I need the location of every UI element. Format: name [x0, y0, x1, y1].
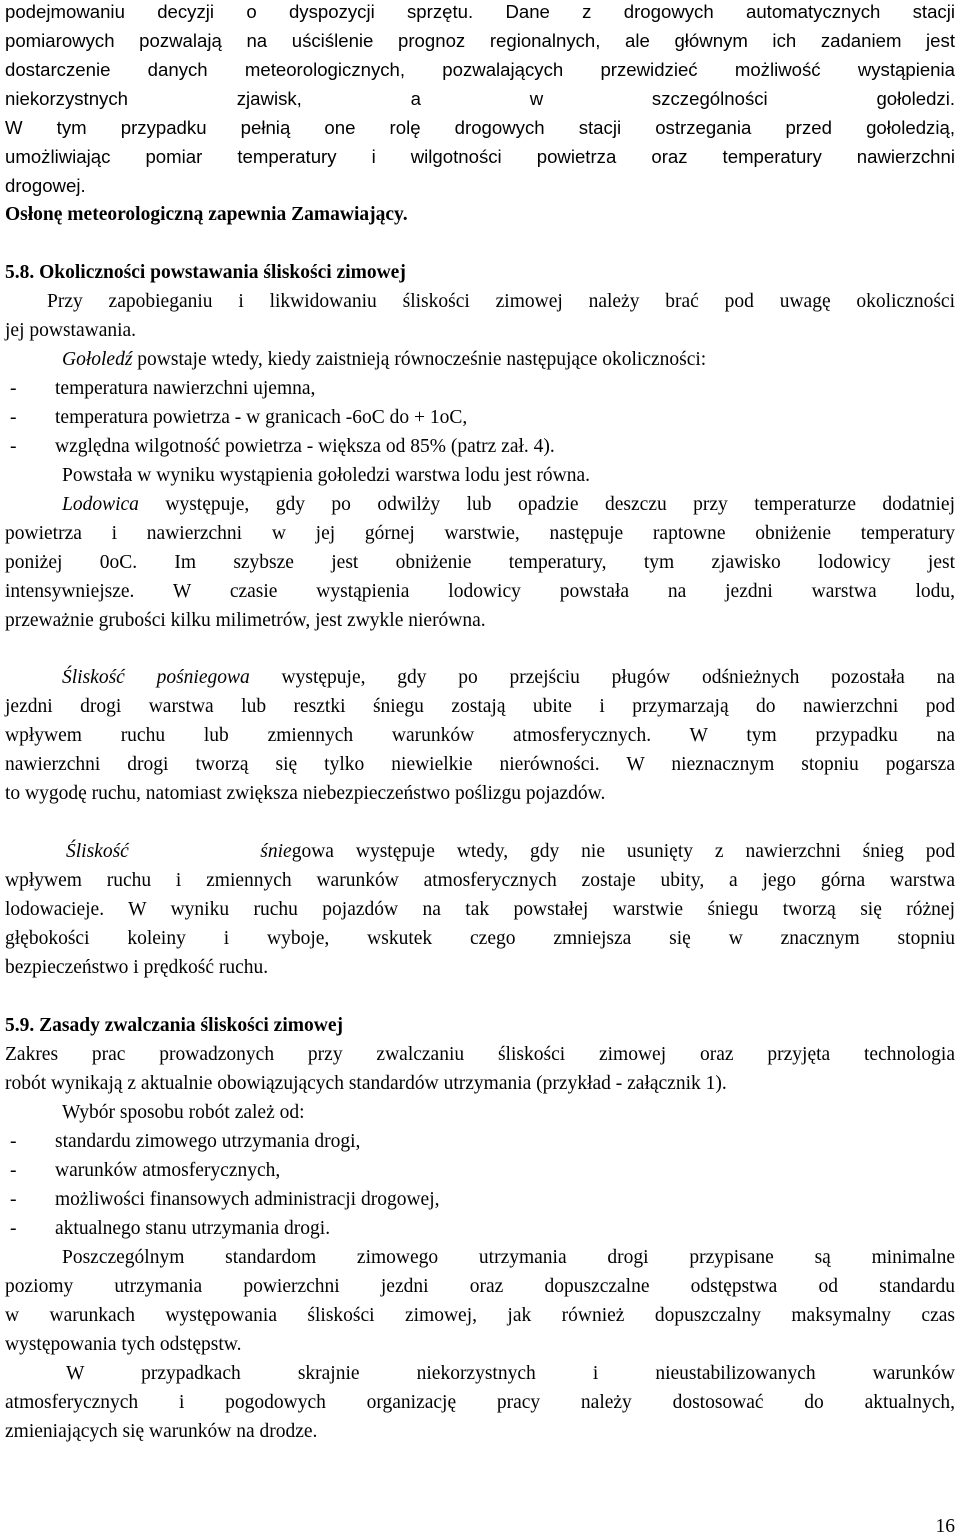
text-fragment: umożliwiając pomiar temperatury i wilgotności powietrza oraz temperatury nawierzchni [5, 146, 955, 167]
text-fragment: dostarczenie danych meteorologicznych, pozwalających przewidzieć możliwość wystąpienia [5, 59, 955, 80]
text-line [5, 724, 955, 748]
term-gololedz: Gołoledź [62, 349, 133, 370]
text-fragment: Poszczególnym standardom zimowego utrzymania drogi przypisane są minimalne [62, 1247, 955, 1268]
text-fragment: 5.8. Okoliczności powstawania śliskości zimowej [5, 262, 406, 283]
text-fragment: poniżej 0oC. Im szybsze jest obniżenie temperatury, tym zjawisko lodowicy jest [5, 552, 955, 573]
text-fragment: Powstała w wyniku wystąpienia gołoledzi warstwa lodu jest równa. [62, 465, 591, 486]
list-dash: - [10, 1160, 17, 1181]
text-fragment: robót wynikają z aktualnie obowiązujących standardów utrzymania (przykład - załącznik 1). [5, 1073, 727, 1094]
text-line [62, 493, 955, 517]
text-line [62, 348, 955, 372]
section-heading-5-9 [5, 1014, 955, 1038]
text-fragment: W tym przypadku pełnią one rolę drogowych stacji ostrzegania przed gołoledzią, [5, 117, 955, 138]
text-line [5, 116, 955, 140]
text-line [5, 522, 955, 546]
text-line [62, 1101, 955, 1125]
page-number: 16 [935, 1516, 955, 1537]
text-fragment: poziomy utrzymania powierzchni jezdni oraz dopuszczalne odstępstwa od standardu [5, 1276, 955, 1297]
term-sliskosc: Śliskość [66, 841, 129, 862]
text-line [5, 0, 955, 24]
text-line [5, 174, 955, 198]
text-line [5, 580, 955, 604]
text-fragment: Przy zapobieganiu i likwidowaniu śliskości zimowej należy brać pod uwagę okoliczności [47, 291, 955, 312]
list-dash: - [10, 436, 17, 457]
list-dash: - [10, 1189, 17, 1210]
list-item-text: względna wilgotność powietrza - większa od 85% (patrz zał. 4). [55, 436, 555, 457]
text-line [5, 869, 955, 893]
text-fragment: zmieniających się warunków na drodze. [5, 1421, 318, 1442]
text-line [5, 145, 955, 169]
text-fragment: 5.9. Zasady zwalczania śliskości zimowej [5, 1015, 343, 1036]
text-fragment: przeważnie grubości kilku milimetrów, jest zwykle nierówna. [5, 610, 486, 631]
text-line [5, 695, 955, 719]
text-fragment: jezdni drogi warstwa lub resztki śniegu zostają ubite i przymarzają do nawierzchni pod [5, 696, 955, 717]
list-item-text: temperatura powietrza - w granicach -6oC do + 1oC, [55, 407, 468, 428]
text-line [5, 753, 955, 777]
text-fragment: powstaje wtedy, kiedy zaistnieją równocześnie następujące okoliczności: [132, 349, 707, 370]
text-fragment: występowania tych odstępstw. [5, 1334, 242, 1355]
text-fragment: gowa występuje wtedy, gdy nie usunięty z nawierzchni śnieg pod [291, 841, 955, 862]
text-line [62, 666, 955, 690]
text-fragment: atmosferycznych i pogodowych organizację pracy należy dostosować do aktualnych, [5, 1392, 955, 1413]
text-fragment: występuje, gdy po odwilży lub opadzie deszczu przy temperaturze dodatniej [138, 494, 955, 515]
text-fragment: bezpieczeństwo i prędkość ruchu. [5, 957, 269, 978]
text-fragment: głębokości koleiny i wyboje, wskutek czego zmniejsza się w znacznym stopniu [5, 928, 955, 949]
text-fragment: wpływem ruchu lub zmiennych warunków atmosferycznych. W tym przypadku na [5, 725, 955, 746]
list-dash: - [10, 378, 17, 399]
text-line [5, 1304, 955, 1328]
text-line [5, 87, 955, 111]
text-fragment: niekorzystnych zjawisk, a w szczególności gołoledzi. [5, 88, 955, 109]
text-line [5, 1275, 955, 1299]
list-item-text: temperatura nawierzchni ujemna, [55, 378, 316, 399]
list-item-text: możliwości finansowych administracji drogowej, [55, 1189, 440, 1210]
text-line [47, 290, 955, 314]
text-fragment: to wygodę ruchu, natomiast zwiększa niebezpieczeństwo poślizgu pojazdów. [5, 783, 606, 804]
text-fragment: W przypadkach skrajnie niekorzystnych i nieustabilizowanych warunków [66, 1363, 955, 1384]
text-line [5, 927, 955, 951]
text-line [66, 1362, 955, 1386]
text-line [66, 840, 955, 864]
list-item-text: warunków atmosferycznych, [55, 1160, 281, 1181]
bold-note [5, 203, 955, 227]
text-line [5, 1391, 955, 1415]
text-fragment: Osłonę meteorologiczną zapewnia Zamawiający. [5, 204, 408, 225]
list-dash: - [10, 1218, 17, 1239]
text-fragment: pomiarowych pozwalają na uściślenie prognoz regionalnych, ale głównym ich zadaniem jest [5, 30, 955, 51]
text-fragment: powietrza i nawierzchni w jej górnej warstwie, następuje raptowne obniżenie temperatury [5, 523, 955, 544]
text-line [5, 956, 955, 980]
section-heading-5-8 [5, 261, 955, 285]
text-line [5, 782, 955, 806]
text-line [5, 319, 955, 343]
text-line [5, 1043, 955, 1067]
text-line [5, 898, 955, 922]
text-line [62, 1246, 955, 1270]
text-line [5, 29, 955, 53]
text-line [5, 551, 955, 575]
text-fragment: wpływem ruchu i zmiennych warunków atmosferycznych zostaje ubity, a jego górna warstwa [5, 870, 955, 891]
text-line [5, 1333, 955, 1357]
text-line [62, 464, 955, 488]
text-line [5, 1072, 955, 1096]
text-fragment: w warunkach występowania śliskości zimowej, jak również dopuszczalny maksymalny czas [5, 1305, 955, 1326]
text-fragment: występuje, gdy po przejściu pługów odśnieżnych pozostała na [249, 667, 955, 688]
text-fragment: drogowej. [5, 175, 86, 196]
list-item-text: standardu zimowego utrzymania drogi, [55, 1131, 361, 1152]
text-line [5, 58, 955, 82]
text-line [5, 1420, 955, 1444]
text-fragment: Zakres prac prowadzonych przy zwalczaniu śliskości zimowej oraz przyjęta technologia [5, 1044, 955, 1065]
term-lodowica: Lodowica [62, 494, 139, 515]
list-dash: - [10, 1131, 17, 1152]
term-snie: śnie [260, 841, 292, 862]
text-line [5, 609, 955, 633]
text-fragment: jej powstawania. [5, 320, 137, 341]
list-item-text: aktualnego stanu utrzymania drogi. [55, 1218, 331, 1239]
text-fragment: podejmowaniu decyzji o dyspozycji sprzętu. Dane z drogowych automatycznych stacji [5, 1, 955, 22]
list-dash: - [10, 407, 17, 428]
text-fragment: intensywniejsze. W czasie wystąpienia lodowicy powstała na jezdni warstwa lodu, [5, 581, 955, 602]
text-fragment: lodowacieje. W wyniku ruchu pojazdów na tak powstałej warstwie śniegu tworzą się różnej [5, 899, 955, 920]
text-fragment: Wybór sposobu robót zależ od: [62, 1102, 305, 1123]
text-fragment: nawierzchni drogi tworzą się tylko niewielkie nierówności. W nieznacznym stopniu pogarsza [5, 754, 955, 775]
term-sliskosc-posniegowa: Śliskość pośniegowa [62, 667, 250, 688]
